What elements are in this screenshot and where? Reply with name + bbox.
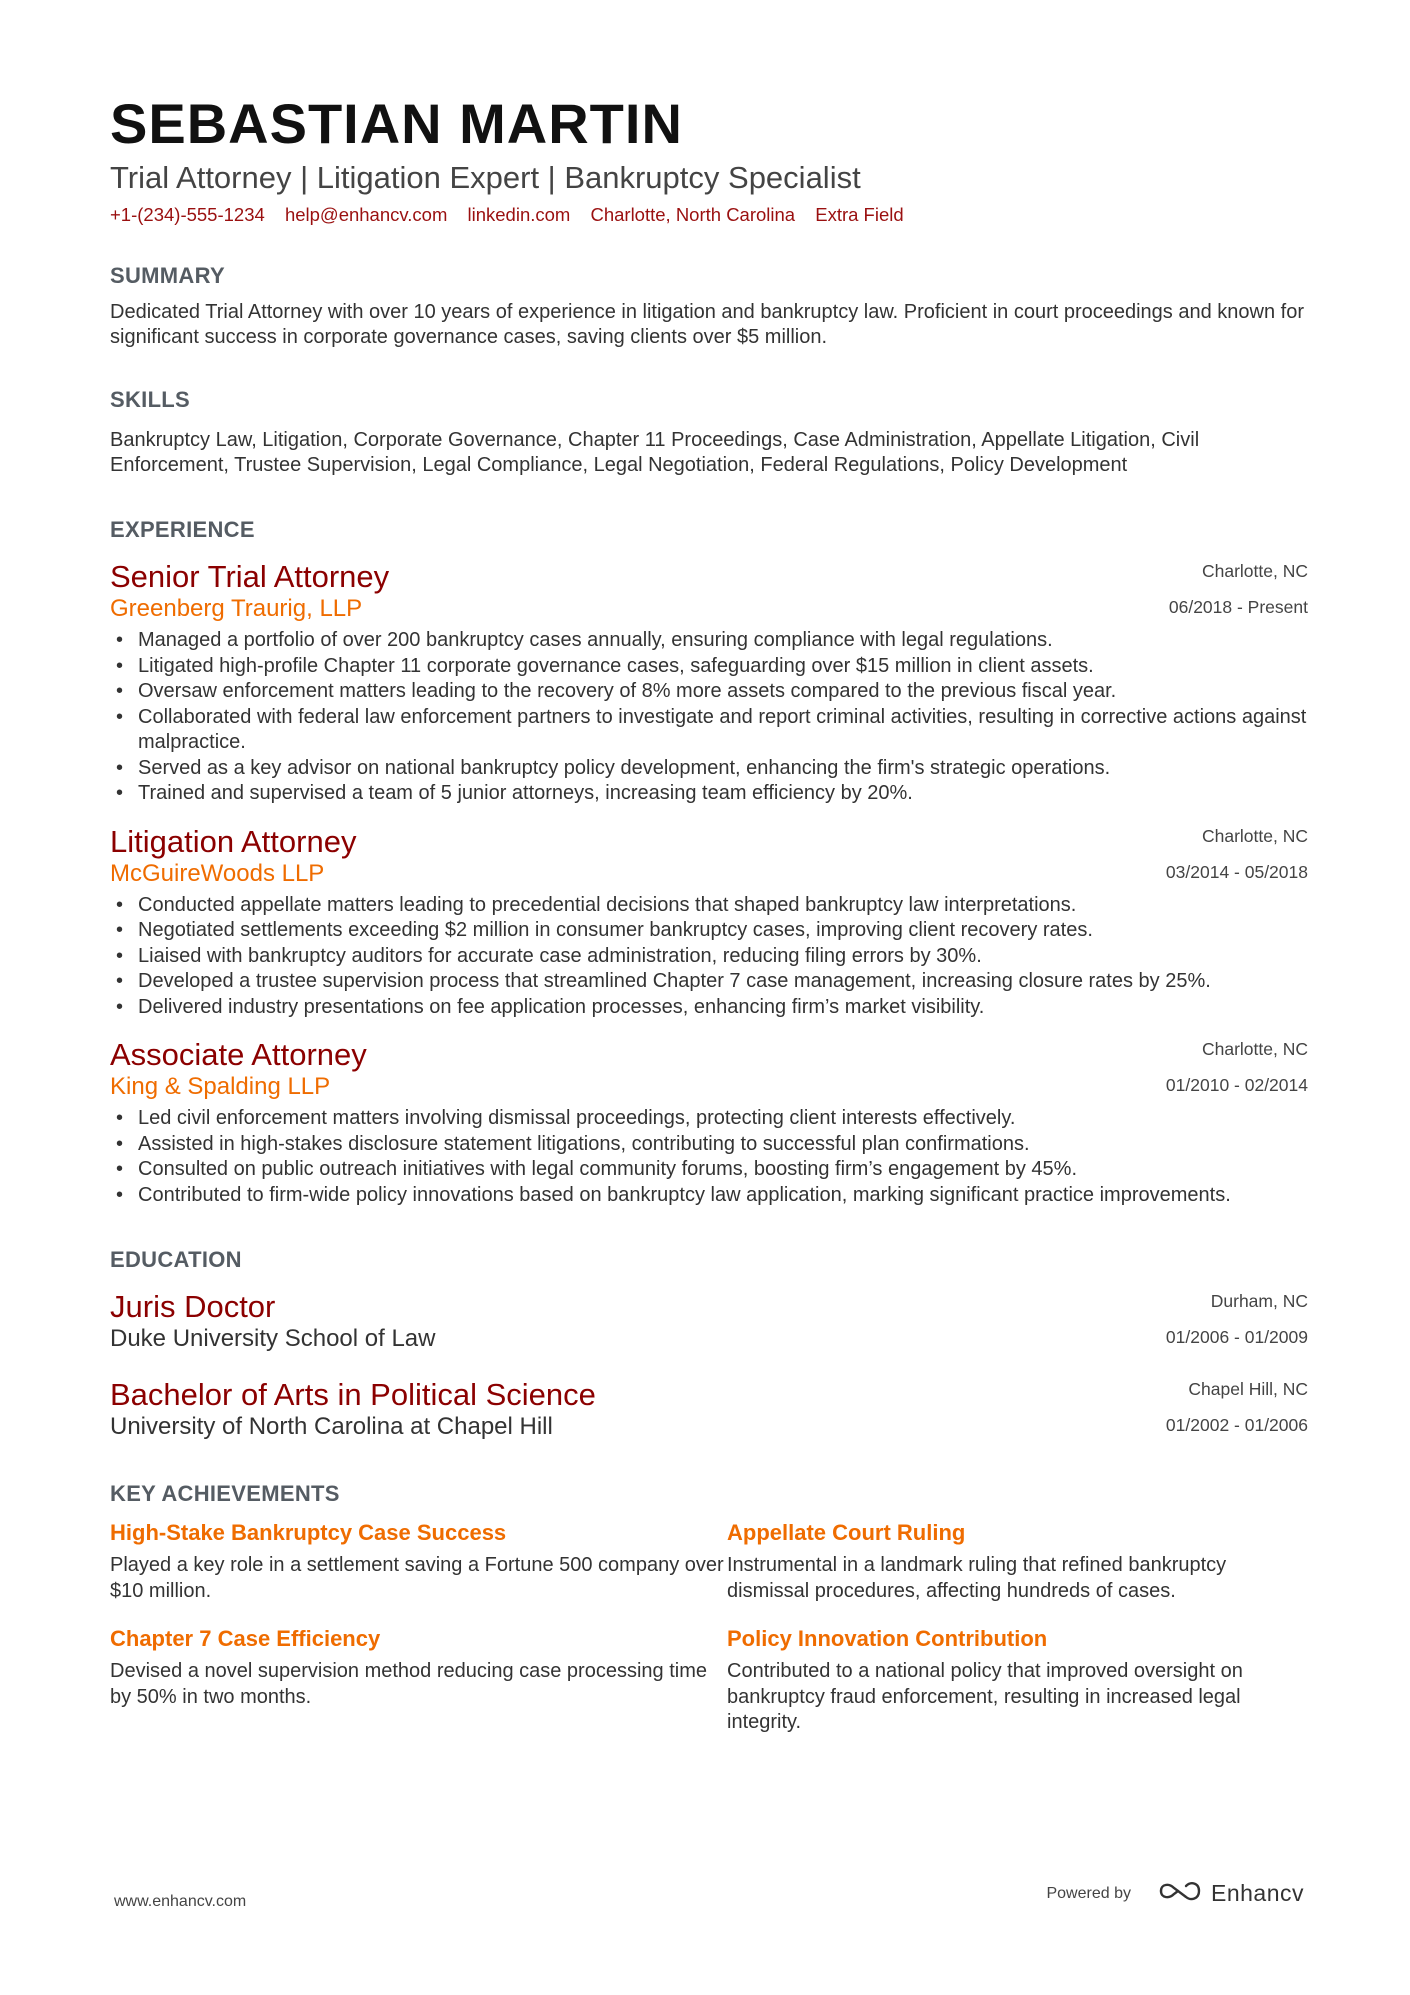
achievement-item bbox=[727, 1518, 1308, 1604]
resume-content bbox=[110, 92, 1308, 1736]
bullet-item: • Negotiated settlements exceeding $2 million in consumer bankruptcy cases, improving client recovery rates. bbox=[110, 918, 1308, 944]
job-title: Litigation Attorney bbox=[110, 823, 357, 859]
section-title: EXPERIENCE bbox=[110, 517, 255, 542]
bullet-item: • Developed a trustee supervision process that streamlined Chapter 7 case management, increasing closure rates by 25%. bbox=[110, 969, 1308, 995]
candidate-name: SEBASTIAN MARTIN bbox=[110, 92, 683, 155]
education-entry bbox=[110, 1376, 1308, 1444]
bullet-item: • Contributed to firm-wide policy innovations based on bankruptcy law application, marking significant practice improvements. bbox=[110, 1183, 1308, 1209]
entry-header bbox=[110, 1288, 1308, 1356]
bullet-item: • Oversaw enforcement matters leading to the recovery of 8% more assets compared to the previous fiscal year. bbox=[110, 679, 1308, 705]
footer-branding bbox=[1046, 1878, 1304, 1909]
experience-entry bbox=[110, 1036, 1308, 1208]
achievement-desc: Devised a novel supervision method reducing case processing time by 50% in two months. bbox=[110, 1660, 707, 1708]
achievements-section bbox=[110, 1480, 1308, 1736]
achievement-desc: Contributed to a national policy that improved oversight on bankruptcy fraud enforcement, resulting in increased legal integrity. bbox=[727, 1660, 1243, 1733]
achievement-title: Chapter 7 Case Efficiency bbox=[110, 1626, 381, 1651]
achievement-item bbox=[110, 1518, 727, 1604]
entry-header bbox=[110, 823, 1308, 891]
job-location: Charlotte, NC bbox=[1201, 561, 1308, 581]
bullet-item: • Consulted on public outreach initiatives with legal community forums, boosting firm’s engagement by 45%. bbox=[110, 1157, 1308, 1183]
powered-by-label: Powered by bbox=[1046, 1884, 1131, 1902]
school-location: Chapel Hill, NC bbox=[1188, 1379, 1308, 1399]
achievement-title: Policy Innovation Contribution bbox=[727, 1626, 1048, 1651]
contact-linkedin[interactable]: linkedin.com bbox=[467, 204, 571, 225]
achievement-desc: Played a key role in a settlement saving a Fortune 500 company over $10 million. bbox=[110, 1554, 724, 1602]
degree-title: Juris Doctor bbox=[110, 1289, 276, 1324]
bullet-item: • Litigated high-profile Chapter 11 corporate governance cases, safeguarding over $15 million in client assets. bbox=[110, 654, 1308, 680]
education-dates: 01/2006 - 01/2009 bbox=[1165, 1327, 1308, 1347]
job-title: Associate Attorney bbox=[110, 1037, 367, 1072]
bullet-list bbox=[110, 628, 1308, 807]
bullet-item: • Collaborated with federal law enforcement partners to investigate and report criminal activities, resulting in corrective actions against malpractice. bbox=[110, 705, 1308, 756]
achievements-grid bbox=[110, 1518, 1308, 1736]
bullet-item: • Trained and supervised a team of 5 junior attorneys, increasing team efficiency by 20%. bbox=[110, 781, 1308, 807]
experience-entry bbox=[110, 558, 1308, 807]
contact-location: Charlotte, North Carolina bbox=[590, 204, 796, 225]
job-dates: 01/2010 - 02/2014 bbox=[1165, 1075, 1308, 1095]
summary-section bbox=[110, 262, 1308, 350]
job-dates: 03/2014 - 05/2018 bbox=[1165, 861, 1308, 882]
bullet-list bbox=[110, 893, 1308, 1021]
education-dates: 01/2002 - 01/2006 bbox=[1165, 1415, 1308, 1435]
bullet-item: • Liaised with bankruptcy auditors for accurate case administration, reducing filing errors by 30%. bbox=[110, 944, 1308, 970]
company-name: King & Spalding LLP bbox=[110, 1073, 331, 1100]
bullet-list bbox=[110, 1106, 1308, 1208]
job-location: Charlotte, NC bbox=[1201, 825, 1308, 846]
contact-email[interactable]: help@enhancv.com bbox=[284, 204, 448, 225]
bullet-item: • Assisted in high-stakes disclosure statement litigations, contributing to successful plan confirmations. bbox=[110, 1132, 1308, 1158]
school-name: University of North Carolina at Chapel Hill bbox=[110, 1413, 553, 1440]
bullet-item: • Conducted appellate matters leading to precedential decisions that shaped bankruptcy law interpretations. bbox=[110, 893, 1308, 919]
section-title: EDUCATION bbox=[110, 1247, 242, 1272]
education-entry bbox=[110, 1288, 1308, 1356]
brand-name: Enhancv bbox=[1210, 1880, 1304, 1906]
job-location: Charlotte, NC bbox=[1201, 1039, 1308, 1059]
job-title: Senior Trial Attorney bbox=[110, 559, 390, 594]
achievement-item bbox=[727, 1624, 1308, 1736]
section-title: SUMMARY bbox=[110, 263, 225, 288]
skills-section bbox=[110, 386, 1308, 478]
section-title: SKILLS bbox=[110, 387, 191, 412]
experience-section bbox=[110, 516, 1308, 1208]
enhancv-logo-icon bbox=[1157, 1878, 1203, 1909]
entry-header bbox=[110, 1036, 1308, 1104]
contact-extra: Extra Field bbox=[815, 204, 904, 225]
resume-header bbox=[110, 92, 1308, 228]
footer-website[interactable]: www.enhancv.com bbox=[114, 1893, 247, 1910]
bullet-item: • Served as a key advisor on national bankruptcy policy development, enhancing the firm's strategic operations. bbox=[110, 756, 1308, 782]
skills-text: Bankruptcy Law, Litigation, Corporate Governance, Chapter 11 Proceedings, Case Administration, Appellate Litigation, Civil Enforcement, Trustee Supervision, Legal Compliance, Legal Negotiation, Federal Regulations, Policy Development bbox=[110, 429, 1200, 476]
experience-entry bbox=[110, 823, 1308, 1021]
achievement-desc: Instrumental in a landmark ruling that refined bankruptcy dismissal procedures, affecting hundreds of cases. bbox=[727, 1554, 1227, 1602]
candidate-title: Trial Attorney | Litigation Expert | Bankruptcy Specialist bbox=[110, 160, 861, 195]
education-section bbox=[110, 1246, 1308, 1444]
entry-header bbox=[110, 1376, 1308, 1444]
summary-text: Dedicated Trial Attorney with over 10 years of experience in litigation and bankruptcy law. Proficient in court proceedings and known for significant success in corporate governance cases, saving clients over $5 million. bbox=[110, 301, 1304, 348]
bullet-item: • Managed a portfolio of over 200 bankruptcy cases annually, ensuring compliance with legal regulations. bbox=[110, 628, 1308, 654]
entry-header bbox=[110, 558, 1308, 626]
bullet-item: • Led civil enforcement matters involving dismissal proceedings, protecting client interests effectively. bbox=[110, 1106, 1308, 1132]
achievement-item bbox=[110, 1624, 727, 1736]
degree-title: Bachelor of Arts in Political Science bbox=[110, 1377, 596, 1412]
section-title: KEY ACHIEVEMENTS bbox=[110, 1481, 340, 1506]
company-name: McGuireWoods LLP bbox=[110, 859, 325, 887]
company-name: Greenberg Traurig, LLP bbox=[110, 595, 363, 622]
bullet-item: • Delivered industry presentations on fee application processes, enhancing firm’s market visibility. bbox=[110, 995, 1308, 1021]
achievement-title: High-Stake Bankruptcy Case Success bbox=[110, 1520, 507, 1545]
school-name: Duke University School of Law bbox=[110, 1325, 436, 1352]
achievement-title: Appellate Court Ruling bbox=[727, 1520, 966, 1545]
contact-phone[interactable]: +1-(234)-555-1234 bbox=[110, 204, 265, 225]
job-dates: 06/2018 - Present bbox=[1168, 597, 1308, 617]
school-location: Durham, NC bbox=[1210, 1291, 1308, 1311]
contact-info bbox=[110, 202, 1308, 228]
